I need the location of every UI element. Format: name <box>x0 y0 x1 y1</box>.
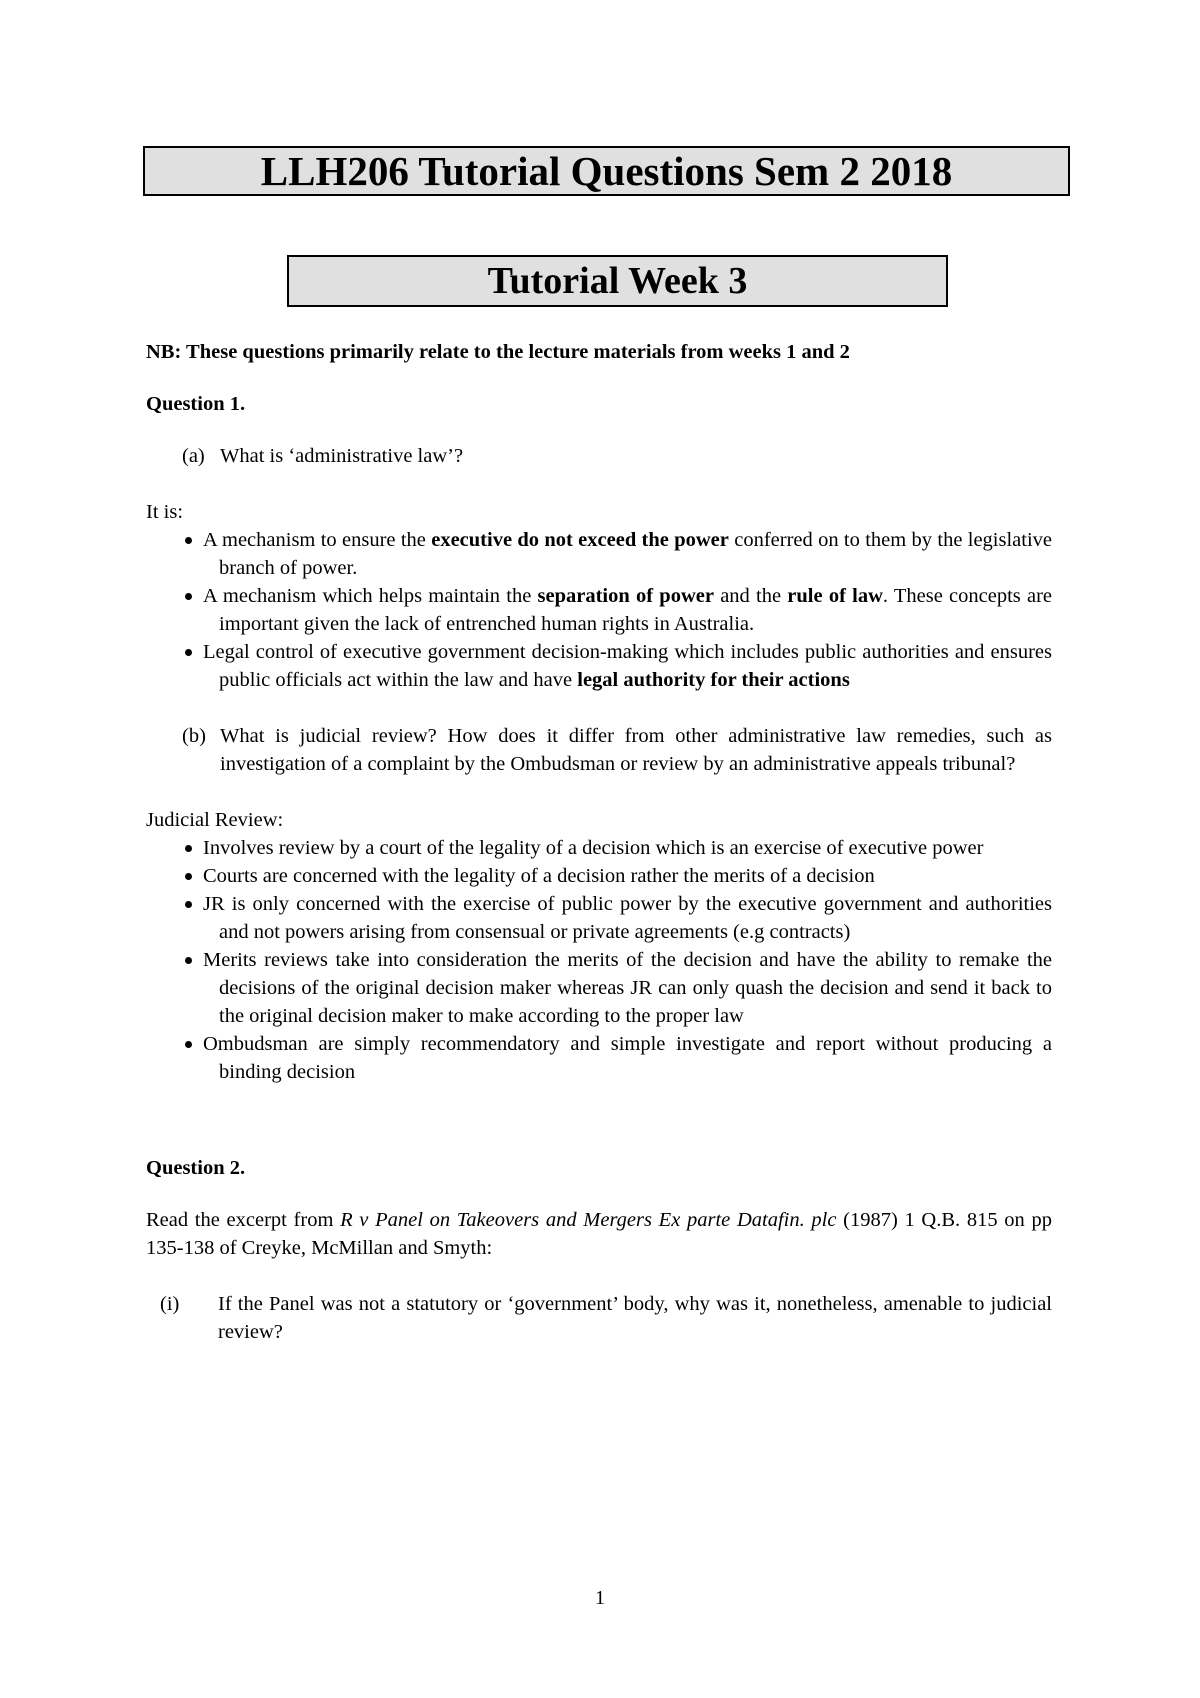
list-item: Involves review by a court of the legality of a decision which is an exercise of executive power <box>146 834 1052 862</box>
answer-1a-list <box>146 526 1052 694</box>
judicial-review-list <box>146 834 1052 1086</box>
page-number: 1 <box>595 1587 605 1609</box>
list-item: Ombudsman are simply recommendatory and simple investigate and report without producing a binding decision <box>146 1030 1052 1086</box>
question-1b <box>182 722 1052 778</box>
question-2-heading: Question 2. <box>146 1157 246 1179</box>
question-2-intro: Read the excerpt from R v Panel on Takeovers and Mergers Ex parte Datafin. plc (1987) 1 Q.B. 815 on pp 135-138 of Creyke, McMillan and Smyth: <box>146 1209 1052 1259</box>
question-1a <box>182 442 1052 470</box>
question-2i-label: (i) <box>160 1293 180 1315</box>
list-item: Courts are concerned with the legality of a decision rather the merits of a decision <box>146 862 1052 890</box>
question-1a-label: (a) <box>182 445 205 467</box>
question-2i-text: If the Panel was not a statutory or ‘government’ body, why was it, nonetheless, amenable to judicial review? <box>218 1293 1052 1343</box>
nb-note: NB: These questions primarily relate to the lecture materials from weeks 1 and 2 <box>146 341 850 363</box>
list-item: A mechanism to ensure the executive do not exceed the power conferred on to them by the legislative branch of power. <box>146 526 1052 582</box>
question-1b-label: (b) <box>182 725 206 747</box>
case-citation: R v Panel on Takeovers and Mergers Ex parte Datafin. plc <box>340 1209 837 1231</box>
question-1a-text: What is ‘administrative law’? <box>220 445 464 467</box>
question-2i <box>160 1290 1052 1346</box>
document-body <box>146 338 1052 1346</box>
question-1b-text: What is judicial review? How does it differ from other administrative law remedies, such as investigation of a complaint by the Ombudsman or review by an administrative appeals tribunal? <box>220 725 1052 775</box>
list-item: A mechanism which helps maintain the separation of power and the rule of law. These concepts are important given the lack of entrenched human rights in Australia. <box>146 582 1052 638</box>
answer-1a-intro: It is: <box>146 501 184 523</box>
list-item: JR is only concerned with the exercise of public power by the executive government and authorities and not powers arising from consensual or private agreements (e.g contracts) <box>146 890 1052 946</box>
list-item: Legal control of executive government decision-making which includes public authorities and ensures public officials act within the law and have legal authority for their actions <box>146 638 1052 694</box>
document-title: LLH206 Tutorial Questions Sem 2 2018 <box>143 146 1070 196</box>
week-title: Tutorial Week 3 <box>287 255 948 307</box>
list-item: Merits reviews take into consideration the merits of the decision and have the ability to remake the decisions of the original decision maker whereas JR can only quash the decision and send it back to the original decision maker to make according to the proper law <box>146 946 1052 1030</box>
judicial-review-heading: Judicial Review: <box>146 809 284 831</box>
question-1-heading: Question 1. <box>146 393 246 415</box>
